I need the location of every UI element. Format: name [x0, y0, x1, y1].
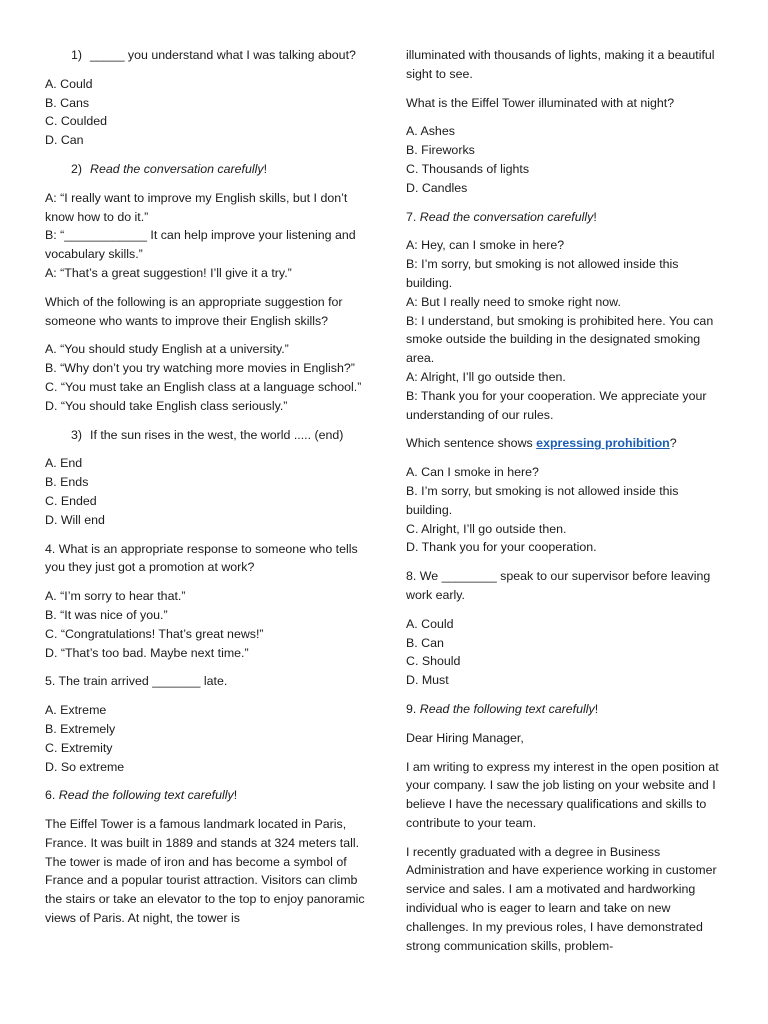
option: A. Could: [406, 616, 454, 631]
question-3-number: 3): [70, 427, 82, 442]
option: B. Extremely: [45, 721, 116, 736]
question-1: [23, 46, 367, 65]
option: B. Ends: [45, 475, 89, 490]
question-2-options: [45, 340, 367, 415]
letter-paragraph-2: I recently graduated with a degree in Business Administration and have experience working in customer service and sales. I am a motivated and hardworking individual who is eager to learn and take on new challenges. In my previous roles, I have demonstrated strong communication skills, problem-: [406, 844, 717, 953]
option: D. Thank you for your cooperation.: [406, 540, 597, 555]
question-3-text: If the sun rises in the west, the world ..... (end): [90, 427, 344, 442]
question-6-passage-part2: illuminated with thousands of lights, making it a beautiful sight to see.: [406, 48, 715, 81]
option: A. Could: [45, 76, 93, 91]
question-6-question: What is the Eiffel Tower illuminated with at night?: [406, 95, 675, 110]
conversation-line: A: “I really want to improve my English skills, but I don’t know how to do it.”: [45, 190, 348, 224]
question-4-options: [45, 587, 367, 662]
conversation-line: A: Alright, I’ll go outside then.: [406, 369, 566, 384]
conversation-line: B: I’m sorry, but smoking is not allowed inside this building.: [406, 257, 679, 290]
option: D. “That’s too bad. Maybe next time.”: [45, 645, 249, 660]
expressing-prohibition-link[interactable]: expressing prohibition: [536, 436, 670, 451]
question-1-number: 1): [70, 48, 82, 62]
question-8-text: 8. We ________ speak to our supervisor before leaving work early.: [406, 569, 711, 602]
option: C. Alright, I’ll go outside then.: [406, 521, 567, 536]
option: B. Cans: [45, 95, 90, 110]
option: C. “You must take an English class at a language school.”: [45, 379, 362, 394]
question-6-instruction: Read the following text carefully: [58, 788, 234, 803]
question-2: [23, 160, 367, 179]
question-6-options: [406, 122, 724, 197]
option: A. Ashes: [406, 124, 455, 139]
option: C. Extremity: [45, 740, 113, 755]
conversation-line: A: But I really need to smoke right now.: [406, 294, 621, 309]
conversation-line: A: Hey, can I smoke in here?: [406, 238, 565, 253]
question-mark: ?: [669, 436, 677, 451]
question-4-text: 4. What is an appropriate response to someone who tells you they just got a promotion at work?: [45, 541, 358, 575]
question-9-instruction: Read the following text carefully: [419, 701, 595, 716]
option: B. Fireworks: [406, 143, 475, 158]
right-column: [406, 46, 724, 965]
conversation-line: B: I understand, but smoking is prohibited here. You can smoke outside the building in the designated smoking area.: [406, 313, 714, 366]
option: B. “Why don’t you try watching more movies in English?”: [45, 361, 355, 376]
question-7-conversation: [406, 236, 724, 424]
option: B. I’m sorry, but smoking is not allowed inside this building.: [406, 483, 679, 517]
question-5-options: [45, 701, 367, 776]
option: A. End: [45, 456, 83, 471]
option: C. Should: [406, 654, 461, 669]
conversation-line: B: Thank you for your cooperation. We appreciate your understanding of our rules.: [406, 388, 707, 422]
instruction-mark: !: [593, 209, 597, 224]
option: B. “It was nice of you.”: [45, 607, 168, 622]
conversation-line: B: “____________ It can help improve your listening and vocabulary skills.”: [45, 228, 356, 262]
option: C. Coulded: [45, 114, 107, 129]
option: B. Can: [406, 635, 444, 650]
question-7-question-start: Which sentence shows: [406, 436, 537, 451]
question-1-text: _____ you understand what I was talking about?: [90, 48, 356, 62]
option: C. “Congratulations! That’s great news!”: [45, 626, 264, 641]
question-5-text: 5. The train arrived _______ late.: [45, 674, 228, 689]
question-9-number: 9.: [406, 701, 420, 716]
question-2-instruction: Read the conversation carefully: [90, 161, 264, 176]
question-2-conversation: [45, 189, 367, 283]
question-2-number: 2): [70, 161, 82, 176]
option: D. Must: [406, 673, 449, 688]
question-2-question: Which of the following is an appropriate suggestion for someone who wants to improve their English skills?: [45, 294, 343, 328]
left-column: [45, 46, 367, 938]
question-8-options: [406, 615, 724, 690]
question-7-instruction: Read the conversation carefully: [419, 209, 594, 224]
option: A. “You should study English at a university.”: [45, 342, 289, 357]
question-7-options: [406, 463, 724, 557]
instruction-mark: !: [233, 788, 238, 803]
question-3-options: [45, 454, 367, 529]
option: A. Can I smoke in here?: [406, 465, 539, 480]
question-9-header: [406, 700, 724, 719]
letter-salutation: Dear Hiring Manager,: [406, 730, 524, 745]
question-6-passage-part1: The Eiffel Tower is a famous landmark located in Paris, France. It was built in 1889 and stands at 324 meters tall. The tower is made of iron and has become a symbol of France and a popular tourist attraction. Visitors can climb the stairs or take an elevator to the top to enjoy panoramic views of Paris. At night, the tower is: [45, 817, 365, 926]
question-3: [23, 426, 367, 445]
option: D. Will end: [45, 512, 105, 527]
letter-paragraph-1: I am writing to express my interest in the open position at your company. I saw the job listing on your website and I believe I have the necessary qualifications and skills to contribute to your team.: [406, 759, 719, 830]
conversation-line: A: “That’s a great suggestion! I’ll give it a try.”: [45, 265, 292, 280]
option: A. “I’m sorry to hear that.”: [45, 589, 186, 604]
question-6-number: 6.: [45, 788, 59, 803]
instruction-mark: !: [263, 161, 268, 176]
option: C. Thousands of lights: [406, 161, 530, 176]
instruction-mark: !: [594, 701, 599, 716]
question-7-number: 7.: [406, 209, 420, 224]
option: A. Extreme: [45, 703, 107, 718]
question-7-header: [406, 208, 724, 227]
question-6-header: [45, 786, 367, 805]
option: D. Can: [45, 133, 84, 148]
question-7-question: [406, 434, 724, 453]
question-1-options: [45, 75, 367, 150]
option: C. Ended: [45, 493, 97, 508]
option: D. Candles: [406, 180, 468, 195]
option: D. So extreme: [45, 759, 125, 774]
option: D. “You should take English class seriously.”: [45, 398, 288, 413]
